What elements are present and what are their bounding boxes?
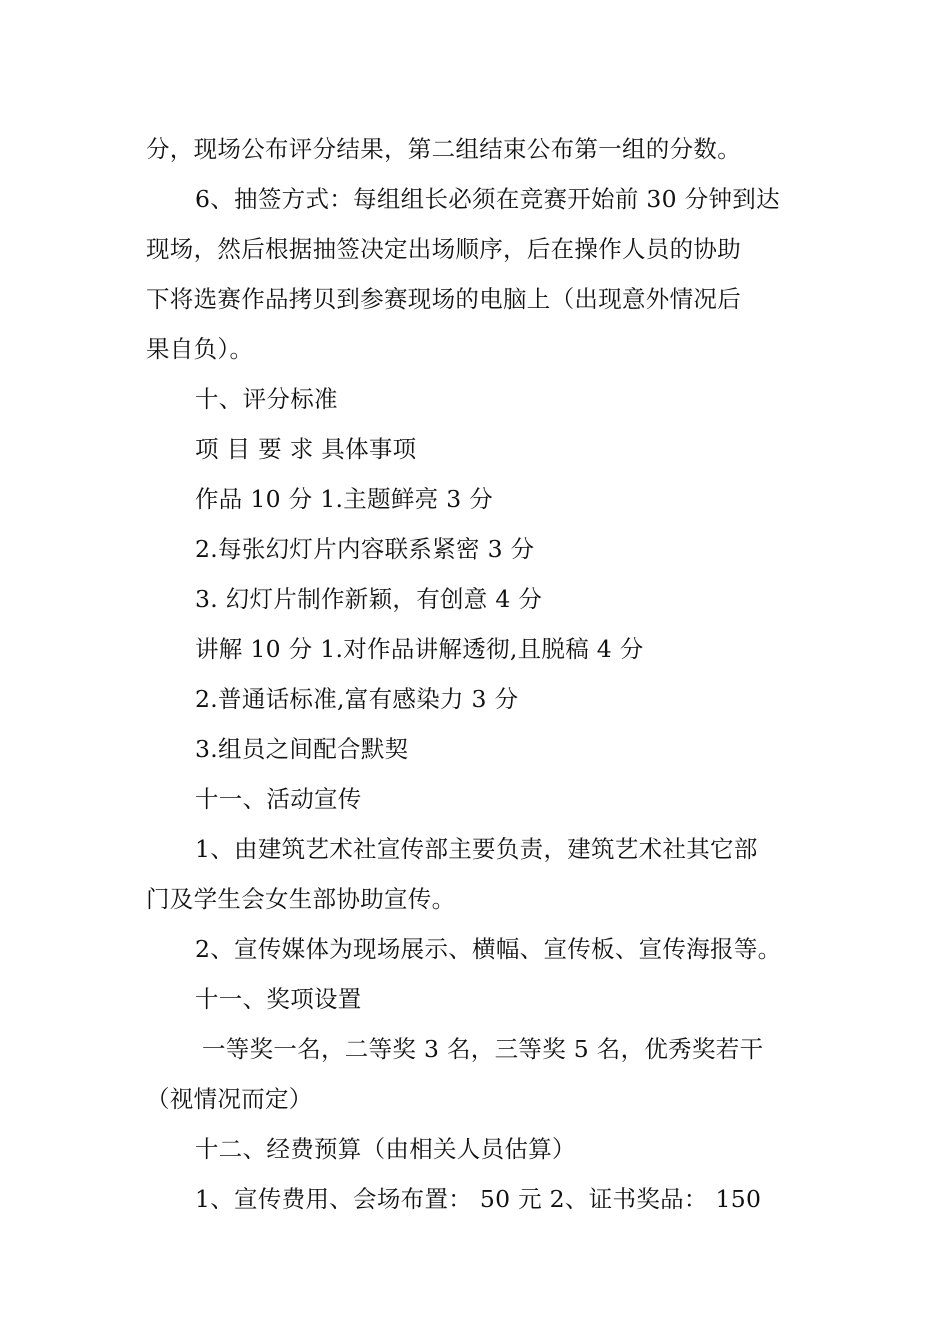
paragraph-line: （视情况而定） [146, 1085, 313, 1113]
scoring-line: 3. 幻灯片制作新颖，有创意 4 分 [195, 585, 543, 613]
scoring-line: 3.组员之间配合默契 [195, 735, 409, 763]
scoring-line: 讲解 10 分 1.对作品讲解透彻,且脱稿 4 分 [195, 635, 644, 663]
table-header-line: 项 目 要 求 具体事项 [195, 435, 417, 463]
scoring-line: 作品 10 分 1.主题鲜亮 3 分 [195, 485, 494, 513]
scoring-line: 2.每张幻灯片内容联系紧密 3 分 [195, 535, 535, 563]
section-heading: 十一、活动宣传 [195, 785, 362, 813]
paragraph-line: 下将选赛作品拷贝到参赛现场的电脑上（出现意外情况后 [146, 285, 741, 313]
paragraph-line: 6、抽签方式：每组组长必须在竞赛开始前 30 分钟到达 [195, 185, 780, 213]
paragraph-line: 1、宣传费用、会场布置： 50 元 2、证书奖品： 150 [195, 1185, 762, 1213]
paragraph-line: 分，现场公布评分结果，第二组结束公布第一组的分数。 [146, 135, 741, 163]
paragraph-line: 门及学生会女生部协助宣传。 [146, 885, 456, 913]
scoring-line: 2.普通话标准,富有感染力 3 分 [195, 685, 519, 713]
section-heading: 十、评分标准 [195, 385, 338, 413]
paragraph-line: 1、由建筑艺术社宣传部主要负责，建筑艺术社其它部 [195, 835, 758, 863]
paragraph-line: 一等奖一名，二等奖 3 名，三等奖 5 名，优秀奖若干 [202, 1035, 764, 1063]
paragraph-line: 2、宣传媒体为现场展示、横幅、宣传板、宣传海报等。 [195, 935, 782, 963]
section-heading: 十二、经费预算（由相关人员估算） [195, 1135, 576, 1163]
section-heading: 十一、奖项设置 [195, 985, 362, 1013]
paragraph-line: 现场，然后根据抽签决定出场顺序，后在操作人员的协助 [146, 235, 741, 263]
paragraph-line: 果自负）。 [146, 335, 254, 363]
